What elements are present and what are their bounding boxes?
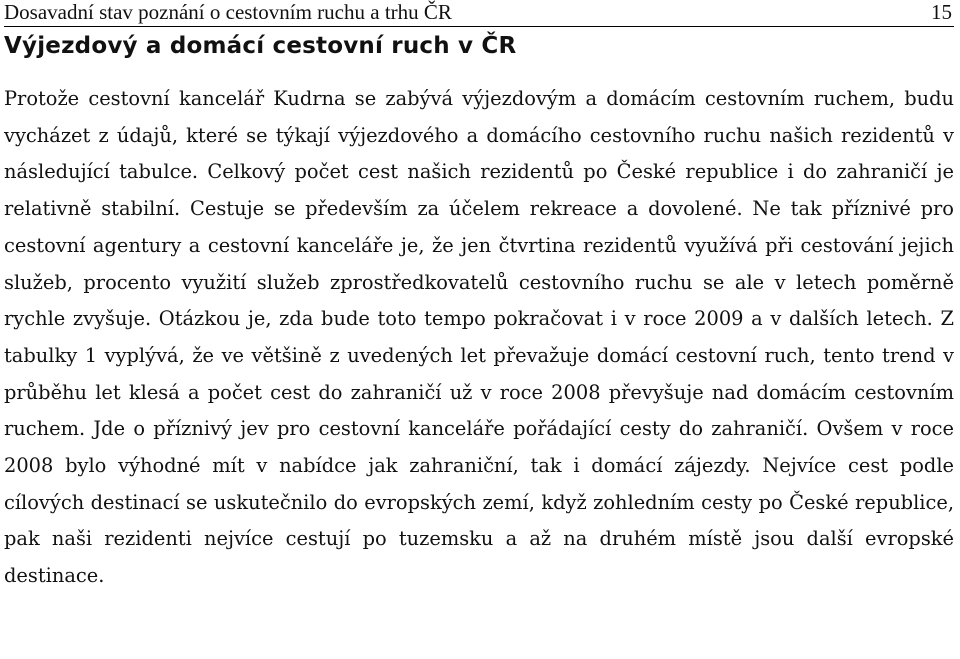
- body-paragraph: Protože cestovní kancelář Kudrna se zabývá výjezdovým a domácím cestovním ruchem, budu vycházet z údajů, které se týkají výjezdového a domácího cestovního ruchu našich rezidentů v následující tabulce. Celkový počet cest našich rezidentů po České republice i do zahraničí je relativně stabilní. Cestuje se především za účelem rekreace a dovolené. Ne tak příznivé pro cestovní agentury a cestovní kanceláře je, že jen čtvrtina rezidentů využívá při cestování jejich služeb, procento využití služeb zprostředkovatelů cestovního ruchu se ale v letech poměrně rychle zvyšuje. Otázkou je, zda bude toto tempo pokračovat i v roce 2009 a v dalších letech. Z tabulky 1 vyplývá, že ve většině z uvedených let převažuje domácí cestovní ruch, tento trend v průběhu let klesá a počet cest do zahraničí už v roce 2008 převyšuje nad domácím cestovním ruchem. Jde o příznivý jev pro cestovní kanceláře pořádající cesty do zahraničí. Ovšem v roce 2008 bylo výhodné mít v nabídce jak zahraniční, tak i domácí zájezdy. Nejvíce cest podle cílových destinací se uskutečnilo do evropských zemí, když zohledním cesty po České republice, pak naši rezidenti nejvíce cestují po tuzemsku a až na druhém místě jsou další evropské destinace.: [4, 87, 954, 588]
- header-title: Dosavadní stav poznání o cestovním ruchu a trhu ČR: [4, 0, 452, 24]
- section-heading: Výjezdový a domácí cestovní ruch v ČR: [4, 33, 517, 59]
- page-number: 15: [931, 0, 952, 24]
- running-header: [4, 0, 954, 27]
